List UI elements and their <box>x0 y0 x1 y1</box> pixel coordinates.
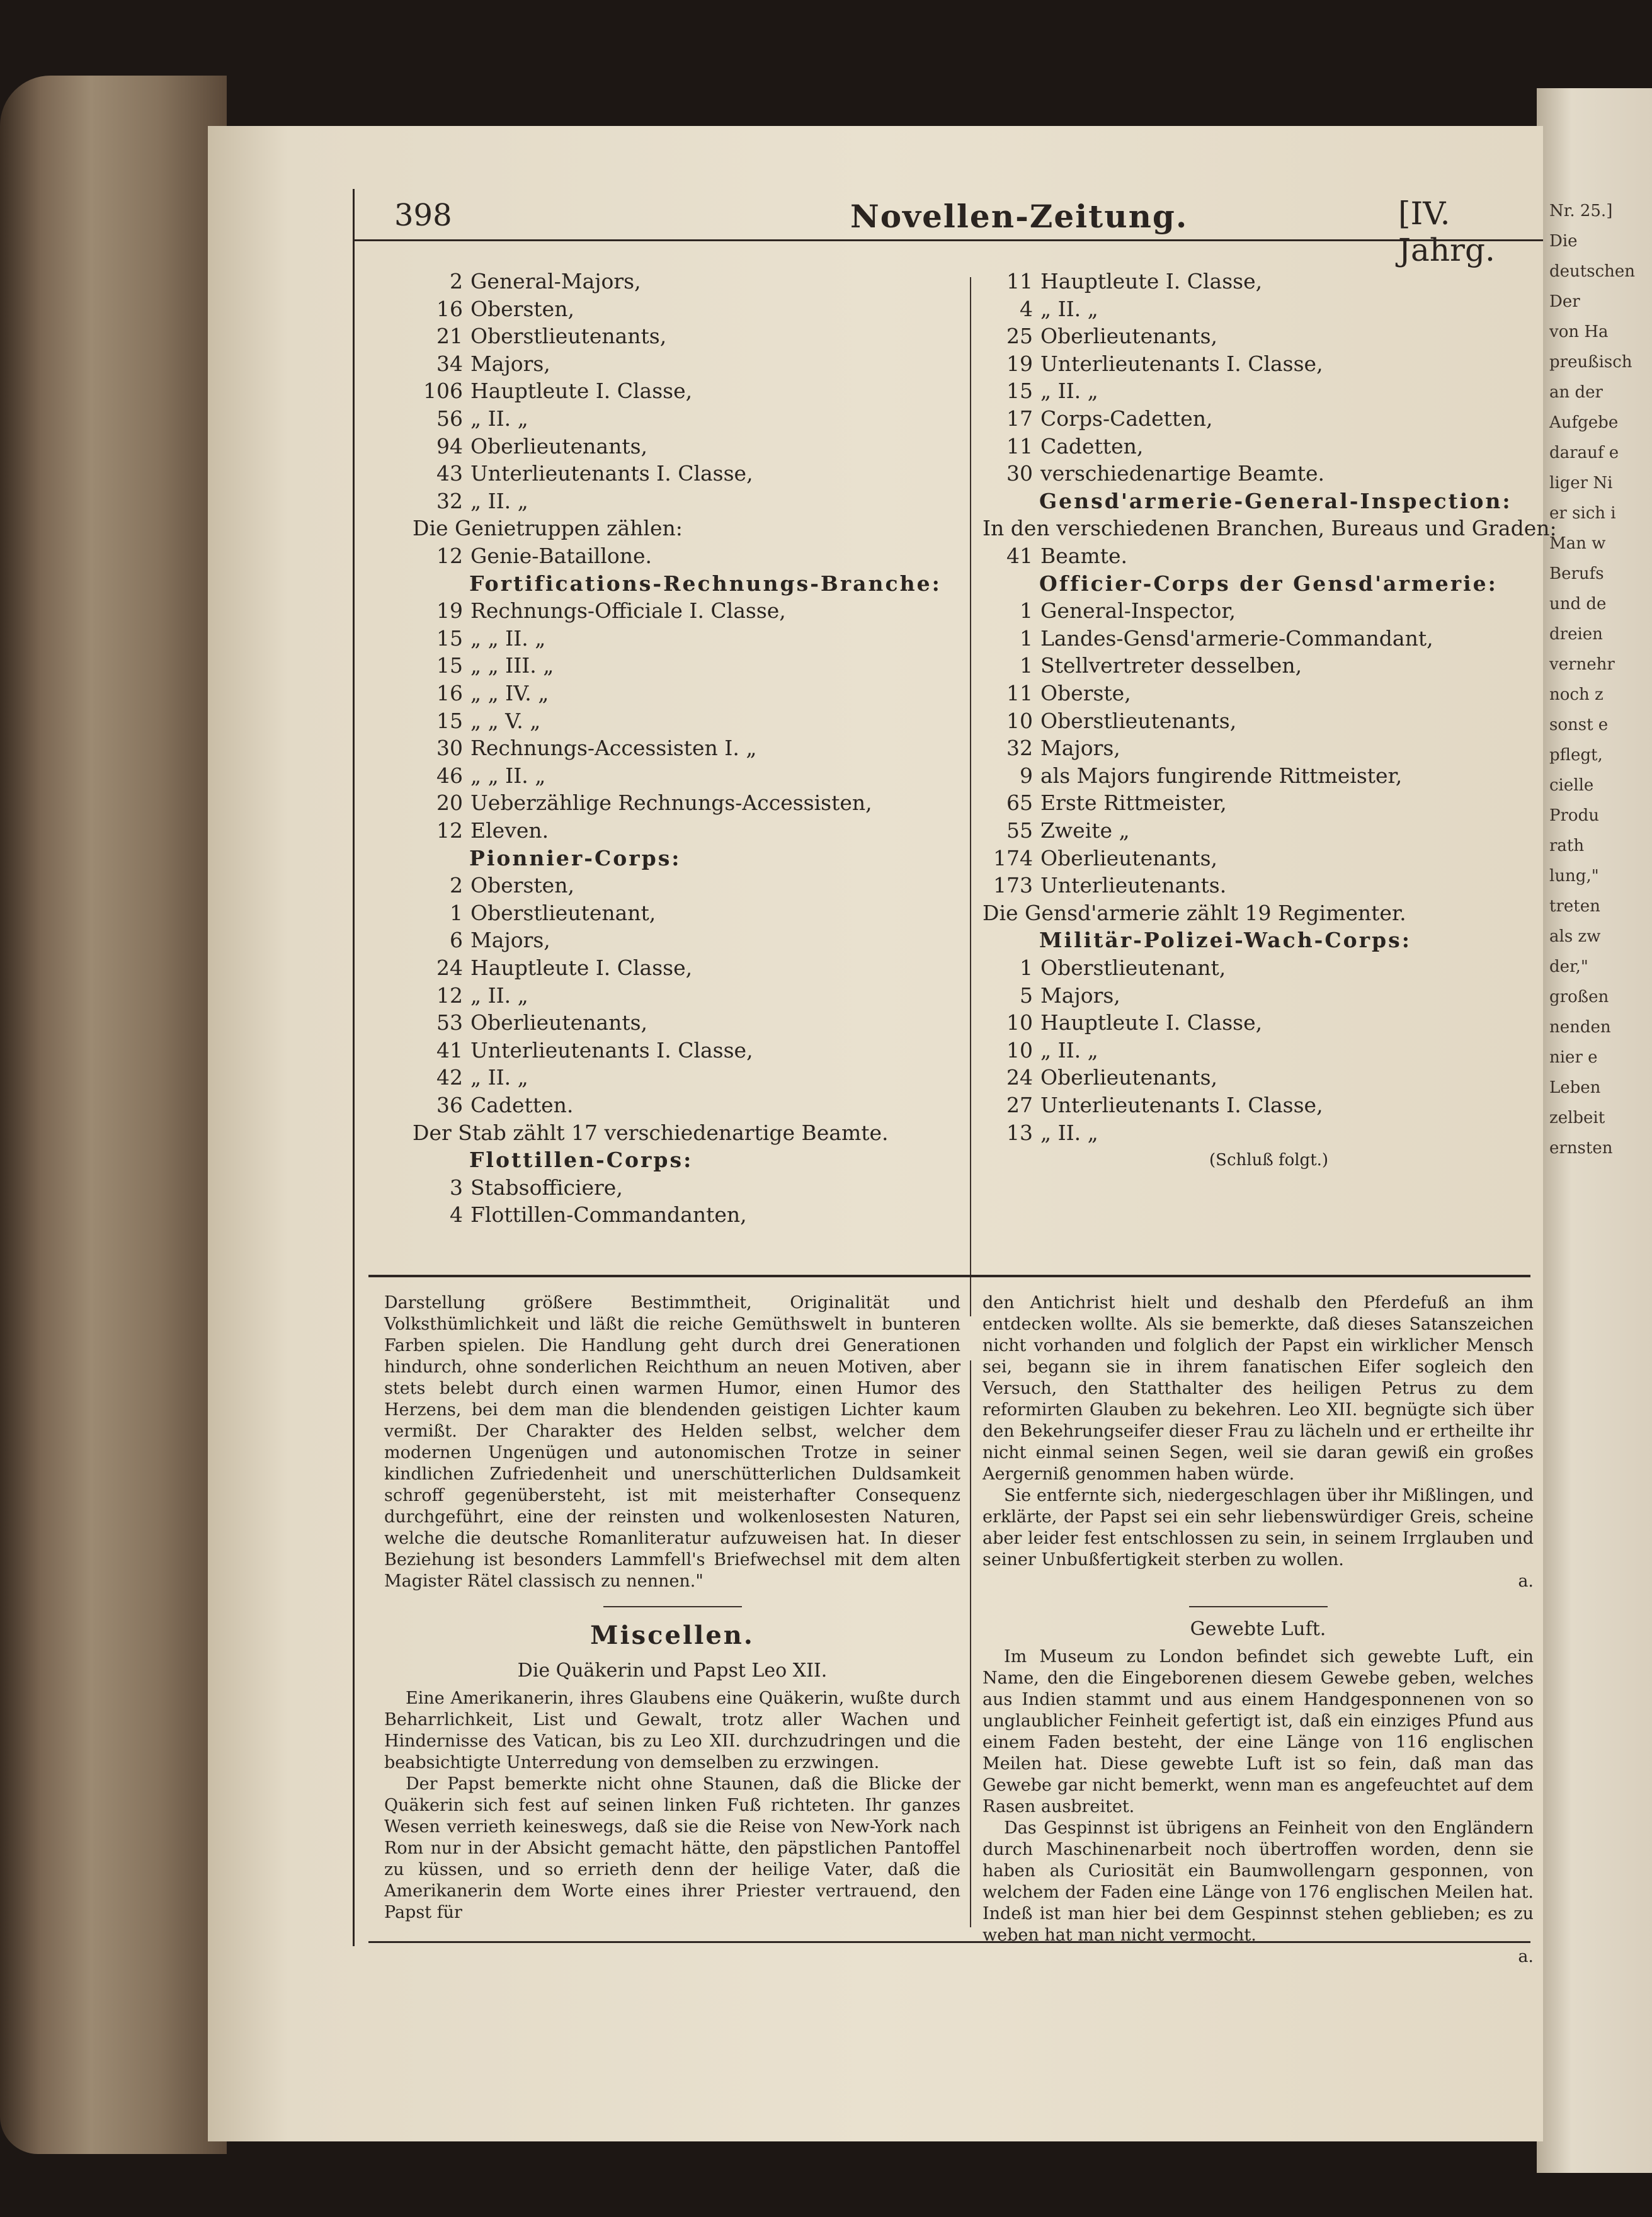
adjacent-page-text: preußisch <box>1549 353 1632 372</box>
adjacent-page-text: an der <box>1549 383 1603 402</box>
item-count: 10 <box>1006 1010 1033 1035</box>
page-number: 398 <box>394 198 452 233</box>
item-label: Eleven. <box>470 818 549 843</box>
item-count: 1 <box>450 900 463 925</box>
item-count: 34 <box>436 351 463 376</box>
item-label: Cadetten. <box>470 1093 574 1117</box>
list-item <box>413 762 545 790</box>
adjacent-page-text: pflegt, <box>1549 746 1603 765</box>
item-count: 55 <box>1006 818 1033 843</box>
item-label: Der Stab zählt 17 verschiedenartige Beamte. <box>413 1120 889 1145</box>
review-paragraph: Darstellung größere Bestimmtheit, Originalität und Volksthümlichkeit und läßt die reiche Gemüthswelt in bunteren Farben spielen. Die Handlung geht durch drei Generationen hindurch, ohne sonderlichen Reichthum an neuen Motiven, aber stets belebt durch einen warmen Humor, einen Humor des Herzens, bei dem man die blendenden geistigen Lichter kaum vermißt. Der Charakter des Helden selbst, welcher dem modernen Ungenügen und autonomischen Trotze in seiner kindlichen Zufriedenheit und unerschütterlichen Duldsamkeit schroff gegenübersteht, ist mit meisterhafter Consequenz durchgeführt, eine der reinsten und wolkenlosesten Naturen, welche die deutsche Romanliteratur aufzuweisen hat. In dieser Beziehung ist besonders Lammfell's Briefwechsel mit dem alten Magister Rätel classisch zu nennen." <box>384 1293 960 1591</box>
adjacent-page-text: Man w <box>1549 534 1606 553</box>
list-item <box>983 954 1226 982</box>
item-count: 15 <box>436 708 463 733</box>
item-count: 94 <box>436 433 463 459</box>
list-heading: Pionnier-Corps: <box>469 845 681 870</box>
item-count: 106 <box>423 379 463 404</box>
item-count: 32 <box>436 488 463 513</box>
list-item <box>983 762 1402 790</box>
list-item <box>983 1119 1098 1147</box>
item-count: 11 <box>1006 269 1033 294</box>
book-page-edges <box>0 76 227 2154</box>
item-count: 19 <box>1006 351 1033 376</box>
item-label: Zweite „ <box>1040 818 1130 843</box>
adjacent-page-text: als zw <box>1549 927 1601 946</box>
page-header <box>353 189 1543 268</box>
column-divider-top <box>970 277 971 1316</box>
item-count: 4 <box>450 1202 463 1228</box>
item-count: 10 <box>1006 1037 1033 1063</box>
list-item <box>413 377 692 405</box>
item-label: als Majors fungirende Rittmeister, <box>1040 763 1403 788</box>
list-item <box>413 350 550 378</box>
divider <box>603 1606 742 1607</box>
section-rule <box>368 1275 1530 1277</box>
adjacent-page-text: Die <box>1549 232 1578 251</box>
item-count: 3 <box>450 1175 463 1200</box>
list-item <box>413 405 528 433</box>
item-label: „ II. „ <box>470 983 528 1008</box>
item-label: „ II. „ <box>1040 1120 1098 1145</box>
bottom-right-text <box>983 1292 1534 1968</box>
adjacent-page-text: ernsten <box>1549 1139 1613 1158</box>
item-count: 5 <box>1020 983 1033 1008</box>
list-item <box>413 1037 753 1064</box>
item-label: Rechnungs-Officiale I. Classe, <box>470 598 786 624</box>
item-label: Die Gensd'armerie zählt 19 Regimenter. <box>983 900 1406 925</box>
list-item <box>413 1009 647 1037</box>
list-item <box>413 1201 747 1229</box>
list-item <box>413 954 692 982</box>
list-item <box>413 707 540 735</box>
item-count: 27 <box>1006 1093 1033 1117</box>
list-item <box>413 433 647 460</box>
adjacent-page-text: Nr. 25.] <box>1549 202 1613 220</box>
adjacent-page-text: Der <box>1549 292 1580 311</box>
list-item <box>413 515 683 542</box>
adjacent-page-text: nier e <box>1549 1048 1598 1067</box>
item-label: „ „ II. „ <box>470 625 546 651</box>
item-count: 24 <box>436 955 463 980</box>
divider <box>1189 1606 1328 1607</box>
item-label: Oberstlieutenant, <box>1040 955 1226 980</box>
item-count: 46 <box>436 763 463 788</box>
adjacent-page-text: Leben <box>1549 1078 1601 1097</box>
item-label: Oberlieutenants, <box>470 1010 648 1035</box>
item-count: 12 <box>436 544 463 568</box>
item-label: Majors, <box>470 351 550 376</box>
page-frame <box>353 189 1557 1966</box>
item-label: Unterlieutenants I. Classe, <box>470 1037 753 1063</box>
list-item <box>983 734 1120 762</box>
page-title: Novellen-Zeitung. <box>850 198 1188 235</box>
item-count: 53 <box>436 1010 463 1035</box>
list-item <box>413 789 872 817</box>
list-item <box>983 707 1236 735</box>
list-item <box>983 625 1433 653</box>
item-count: 20 <box>436 790 463 816</box>
list-item <box>413 460 753 487</box>
item-label: Oberste, <box>1040 681 1131 705</box>
list-item <box>413 817 549 845</box>
list-heading: Officier-Corps der Gensd'armerie: <box>1039 571 1498 596</box>
list-item <box>413 542 652 570</box>
adjacent-page-text: vernehr <box>1549 655 1615 674</box>
list-item <box>413 680 549 707</box>
list-item <box>413 926 550 954</box>
item-label: Die Genietruppen zählen: <box>413 516 683 541</box>
item-count: 30 <box>1006 461 1033 486</box>
item-label: Flottillen-Commandanten, <box>470 1202 747 1228</box>
adjacent-page <box>1537 88 1652 2173</box>
item-count: 41 <box>436 1037 463 1063</box>
item-label: Stellvertreter desselben, <box>1040 653 1302 678</box>
list-item <box>413 1091 573 1119</box>
item-label: Erste Rittmeister, <box>1040 790 1227 816</box>
article-title: Die Quäkerin und Papst Leo XII. <box>517 1660 828 1682</box>
item-label: Obersten, <box>470 296 574 321</box>
item-count: 32 <box>1006 736 1033 761</box>
adjacent-page-text: und de <box>1549 595 1607 613</box>
item-count: 15 <box>436 653 463 678</box>
list-item <box>983 460 1324 487</box>
item-label: Hauptleute I. Classe, <box>470 379 693 404</box>
list-item <box>983 1037 1098 1064</box>
item-count: 1 <box>1020 653 1033 678</box>
article-paragraph: Sie entfernte sich, niedergeschlagen über ihr Mißlingen, und erklärte, der Papst sei ein sehr liebenswürdiger Greis, scheine aber leider fest entschlossen zu sein, in seinem Irrglauben und seiner Unbußfertigkeit sterben zu wollen. <box>983 1486 1534 1570</box>
item-count: 16 <box>436 681 463 705</box>
list-item <box>983 845 1217 872</box>
list-item <box>983 680 1131 707</box>
item-count: 10 <box>1006 708 1033 733</box>
item-count: 11 <box>1006 681 1033 705</box>
item-label: „ II. „ <box>470 406 528 431</box>
item-label: Landes-Gensd'armerie-Commandant, <box>1040 625 1433 651</box>
author-signature: a. <box>1518 1947 1534 1966</box>
author-signature: a. <box>1518 1571 1534 1591</box>
adjacent-page-text: liger Ni <box>1549 474 1613 493</box>
list-item <box>983 982 1120 1010</box>
bottom-left-text <box>384 1292 960 1923</box>
item-label: „ „ II. „ <box>470 763 546 788</box>
list-item <box>983 542 1127 570</box>
list-item <box>413 625 545 653</box>
list-item <box>983 1009 1262 1037</box>
item-count: 2 <box>450 873 463 898</box>
item-count: 12 <box>436 983 463 1008</box>
adjacent-page-text: cielle <box>1549 776 1594 795</box>
adjacent-page-text: treten <box>1549 897 1600 916</box>
item-count: 9 <box>1020 763 1033 788</box>
item-label: Oberlieutenants, <box>470 433 648 459</box>
list-item <box>983 377 1098 405</box>
list-item <box>413 872 574 899</box>
item-count: 17 <box>1006 406 1033 431</box>
article-paragraph: Das Gespinnst ist übrigens an Feinheit von den Engländern durch Maschinenarbeit noch übertroffen worden, denn sie haben als Curiosität ein Baumwollengarn gesponnen, von welchem der Faden eine Länge von 176 englischen Meilen hat. Indeß ist man hier bei dem Gespinnst stehen geblieben; es zu weben hat man nicht vermocht. <box>983 1818 1534 1945</box>
list-item <box>413 652 554 680</box>
item-label: verschiedenartige Beamte. <box>1040 461 1325 486</box>
item-label: Hauptleute I. Classe, <box>470 955 693 980</box>
item-label: Unterlieutenants. <box>1040 873 1227 898</box>
item-count: 16 <box>436 296 463 321</box>
article-title: Gewebte Luft. <box>1190 1618 1326 1640</box>
item-label: Ueberzählige Rechnungs-Accessisten, <box>470 790 872 816</box>
item-count: 56 <box>436 406 463 431</box>
item-label: Oberlieutenants, <box>1040 845 1218 870</box>
item-count: 41 <box>1006 544 1033 568</box>
list-item <box>413 1064 528 1091</box>
section-title: Miscellen. <box>590 1621 755 1650</box>
list-item <box>983 899 1406 927</box>
adjacent-page-text: der," <box>1549 957 1588 976</box>
adjacent-page-text: lung," <box>1549 867 1599 886</box>
item-label: Unterlieutenants I. Classe, <box>470 461 753 486</box>
item-label: Oberlieutenants, <box>1040 324 1218 349</box>
column-divider-bottom <box>970 1360 971 1927</box>
item-count: 1 <box>1020 955 1033 980</box>
item-label: Corps-Cadetten, <box>1040 406 1213 431</box>
adjacent-page-text: Aufgebe <box>1549 413 1619 432</box>
item-label: Unterlieutenants I. Classe, <box>1040 351 1323 376</box>
list-item <box>983 295 1098 323</box>
item-label: Majors, <box>1040 983 1120 1008</box>
adjacent-page-text: rath <box>1549 836 1585 855</box>
item-label: Oberstlieutenants, <box>470 324 667 349</box>
list-heading: Flottillen-Corps: <box>469 1148 693 1173</box>
item-count: 42 <box>436 1065 463 1090</box>
list-heading: Gensd'armerie-General-Inspection: <box>1039 488 1512 513</box>
adjacent-page-text: er sich i <box>1549 504 1616 523</box>
list-item <box>413 1119 889 1147</box>
item-label: Oberstlieutenants, <box>1040 708 1237 733</box>
item-count: 15 <box>436 625 463 651</box>
list-item <box>983 433 1143 460</box>
item-count: 4 <box>1020 296 1033 321</box>
item-label: General-Majors, <box>470 269 641 294</box>
item-count: 25 <box>1006 324 1033 349</box>
item-count: 1 <box>1020 625 1033 651</box>
adjacent-page-text: großen <box>1549 988 1609 1006</box>
item-count: 21 <box>436 324 463 349</box>
item-count: 30 <box>436 736 463 761</box>
list-item <box>413 899 656 927</box>
adjacent-page-text: dreien <box>1549 625 1603 644</box>
item-label: „ „ IV. „ <box>470 681 549 705</box>
item-label: Majors, <box>470 928 550 953</box>
item-count: 173 <box>993 873 1033 898</box>
item-count: 65 <box>1006 790 1033 816</box>
item-count: 24 <box>1006 1065 1033 1090</box>
item-count: 6 <box>450 928 463 953</box>
list-item <box>983 597 1236 625</box>
item-count: 174 <box>993 845 1033 870</box>
item-label: Beamte. <box>1040 544 1128 568</box>
list-item <box>983 350 1323 378</box>
list-heading: Fortifications-Rechnungs-Branche: <box>469 571 942 596</box>
item-label: „ „ III. „ <box>470 653 554 678</box>
item-count: 1 <box>1020 598 1033 624</box>
adjacent-page-text: sonst e <box>1549 715 1609 734</box>
article-paragraph: Der Papst bemerkte nicht ohne Staunen, daß die Blicke der Quäkerin sich fest auf seinen linken Fuß richteten. Ihr ganzes Wesen verrieth keineswegs, daß sie die Reise von New-York nach Rom nur in der Absicht gemacht hätte, den päpstlichen Pantoffel zu küssen, und so errieth denn der heilige Vater, daß die Amerikanerin dem Worte eines ihrer Priester vertrauend, den Papst für <box>384 1774 960 1922</box>
item-count: 43 <box>436 461 463 486</box>
item-count: 11 <box>1006 433 1033 459</box>
list-item <box>983 817 1130 845</box>
list-item <box>983 789 1227 817</box>
adjacent-page-text: darauf e <box>1549 443 1619 462</box>
item-label: „ II. „ <box>1040 296 1098 321</box>
adjacent-page-text: zelbeit <box>1549 1108 1605 1127</box>
item-label: In den verschiedenen Branchen, Bureaus und Graden: <box>983 516 1557 541</box>
article-paragraph: den Antichrist hielt und deshalb den Pferdefuß an ihm entdecken wollte. Als sie bemerkte, daß dieses Satanszeichen nicht vorhanden und folglich der Papst ein wirklicher Mensch sei, begann sie in ihrem fanatischen Eifer sogleich den Versuch, den Statthalter des heiligen Petrus zu dem reformirten Glauben zu bekehren. Leo XII. begnügte sich über den Bekehrungseifer dieser Frau zu lächeln und er ertheilte ihr nicht einmal seinen Segen, weil sie daran gewiß ein großes Aergerniß genommen haben würde. <box>983 1293 1534 1484</box>
list-item <box>413 734 756 762</box>
adjacent-page-text: nenden <box>1549 1018 1611 1037</box>
item-count: 13 <box>1006 1120 1033 1145</box>
list-item <box>413 295 574 323</box>
adjacent-page-text: von Ha <box>1549 322 1609 341</box>
item-label: „ II. „ <box>1040 1037 1098 1063</box>
frame-left-rule <box>353 189 355 1946</box>
item-label: Oberlieutenants, <box>1040 1065 1218 1090</box>
item-label: „ II. „ <box>470 488 528 513</box>
list-item <box>413 1174 623 1202</box>
list-item <box>983 268 1262 295</box>
item-count: 15 <box>1006 379 1033 404</box>
list-item <box>983 322 1217 350</box>
list-item <box>983 405 1212 433</box>
adjacent-page-text: deutschen <box>1549 262 1636 281</box>
item-label: Genie-Bataillone. <box>470 544 652 568</box>
list-item <box>983 872 1226 899</box>
list-item <box>413 982 528 1010</box>
list-item <box>413 268 641 295</box>
list-heading: Militär-Polizei-Wach-Corps: <box>1039 928 1411 953</box>
continuation-note: (Schluß folgt.) <box>1209 1151 1329 1170</box>
adjacent-page-text: noch z <box>1549 685 1604 704</box>
item-label: Oberstlieutenant, <box>470 900 656 925</box>
item-label: „ „ V. „ <box>470 708 541 733</box>
list-item <box>983 515 1557 542</box>
item-count: 2 <box>450 269 463 294</box>
item-label: „ II. „ <box>470 1065 528 1090</box>
item-label: Obersten, <box>470 873 574 898</box>
list-item <box>413 322 666 350</box>
item-label: Majors, <box>1040 736 1120 761</box>
item-label: Unterlieutenants I. Classe, <box>1040 1093 1323 1117</box>
adjacent-page-text: Produ <box>1549 806 1599 825</box>
item-count: 19 <box>436 598 463 624</box>
item-count: 12 <box>436 818 463 843</box>
item-label: General-Inspector, <box>1040 598 1236 624</box>
item-label: Hauptleute I. Classe, <box>1040 269 1263 294</box>
item-count: 36 <box>436 1093 463 1117</box>
list-item <box>413 487 528 515</box>
item-label: Stabsofficiere, <box>470 1175 623 1200</box>
item-label: Cadetten, <box>1040 433 1144 459</box>
item-label: „ II. „ <box>1040 379 1098 404</box>
item-label: Rechnungs-Accessisten I. „ <box>470 736 757 761</box>
article-paragraph: Eine Amerikanerin, ihres Glaubens eine Quäkerin, wußte durch Beharrlichkeit, List und Gewalt, trotz aller Wachen und Hindernisse des Vatican, bis zu Leo XII. durchzudringen und die beabsichtigte Unterredung von demselben zu erzwingen. <box>384 1689 960 1772</box>
article-paragraph: Im Museum zu London befindet sich gewebte Luft, ein Name, den die Eingeborenen diesem Gewebe geben, welches aus Indien stammt und aus einem Handgesponnenen von so unglaublicher Feinheit gefertigt ist, daß ein einziges Pfund aus einem Faden besteht, der eine Länge von 116 englischen Meilen hat. Diese gewebte Luft ist so fein, daß man das Gewebe gar nicht bemerkt, wenn man es angefeuchtet auf dem Rasen ausbreitet. <box>983 1647 1534 1816</box>
list-item <box>983 652 1302 680</box>
page-year: [IV. Jahrg. <box>1398 195 1495 268</box>
adjacent-page-text: Berufs <box>1549 564 1604 583</box>
list-item <box>983 1064 1217 1091</box>
list-item <box>983 1091 1323 1119</box>
list-item <box>413 597 786 625</box>
item-label: Hauptleute I. Classe, <box>1040 1010 1263 1035</box>
